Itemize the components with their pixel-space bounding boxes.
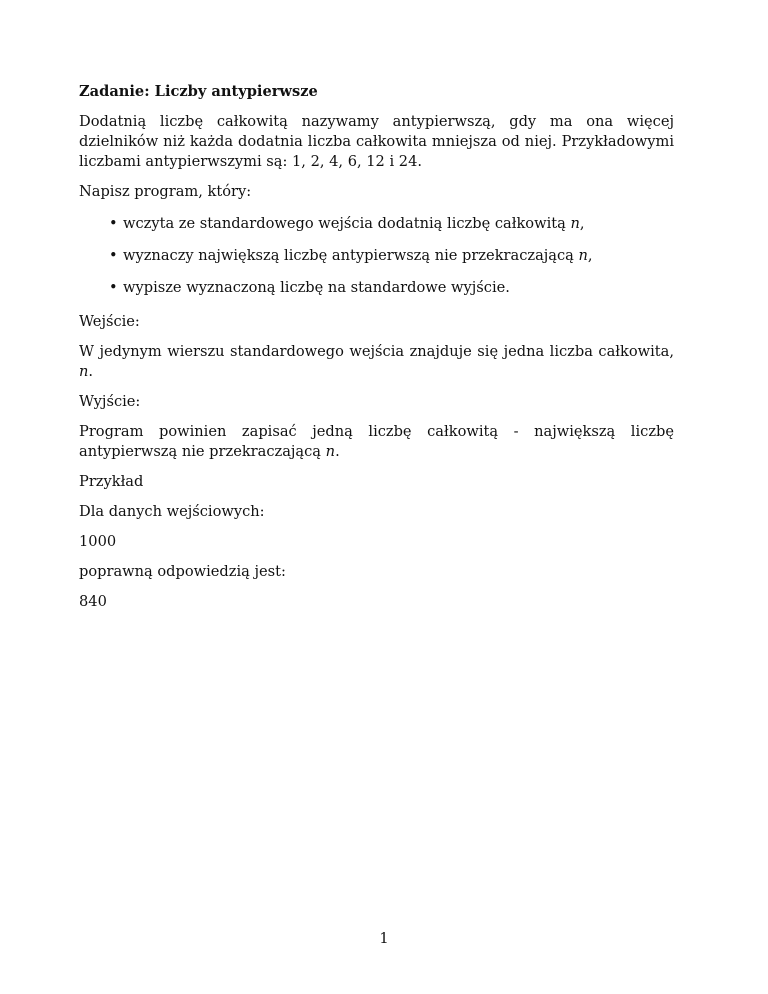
output-description (79, 422, 674, 462)
example-output-label: poprawną odpowiedzią jest: (79, 563, 286, 580)
list-item (79, 246, 674, 266)
bullet-icon: • (109, 247, 118, 264)
list-item-end: , (579, 215, 585, 232)
variable-n: n (79, 363, 89, 380)
bullet-icon: • (109, 279, 118, 296)
page-number: 1 (379, 930, 389, 947)
output-heading: Wyjście: (79, 393, 141, 410)
intro-paragraph: Dodatnią liczbę całkowitą nazywamy antypierwszą, gdy ma ona więcej dzielników niż każda dodatnia liczba całkowita mniejsza od niej. Przykładowymi liczbami antypierwszymi są: 1, 2, 4, 6, 12 i 24. (79, 113, 674, 170)
list-item-end: , (587, 247, 593, 264)
list-item-text: wyznaczy największą liczbę antypierwszą nie przekraczającą (123, 247, 579, 264)
document-body (79, 82, 674, 622)
example-heading: Przykład (79, 473, 144, 490)
example-input-value: 1000 (79, 533, 117, 550)
input-text: W jedynym wierszu standardowego wejścia znajduje się jedna liczba całkowita, (79, 343, 674, 360)
requirements-list (79, 214, 674, 298)
list-item (79, 278, 674, 298)
list-item-text: wypisze wyznaczoną liczbę na standardowe wyjście. (123, 279, 510, 296)
input-heading: Wejście: (79, 313, 140, 330)
list-item (79, 214, 674, 234)
list-item-text: wczyta ze standardowego wejścia dodatnią liczbę całkowitą (123, 215, 571, 232)
variable-n: n (325, 443, 336, 460)
output-end: . (335, 443, 340, 460)
variable-n: n (578, 247, 588, 264)
variable-n: n (570, 215, 580, 232)
input-description (79, 342, 674, 382)
example-input-label: Dla danych wejściowych: (79, 503, 265, 520)
task-lead: Napisz program, który: (79, 183, 252, 200)
output-text: Program powinien zapisać jedną liczbę całkowitą - największą liczbę antypierwszą nie przekraczającą (79, 423, 674, 460)
task-title: Zadanie: Liczby antypierwsze (79, 83, 318, 100)
example-output-value: 840 (79, 593, 107, 610)
input-end: . (88, 363, 94, 380)
bullet-icon: • (109, 215, 118, 232)
